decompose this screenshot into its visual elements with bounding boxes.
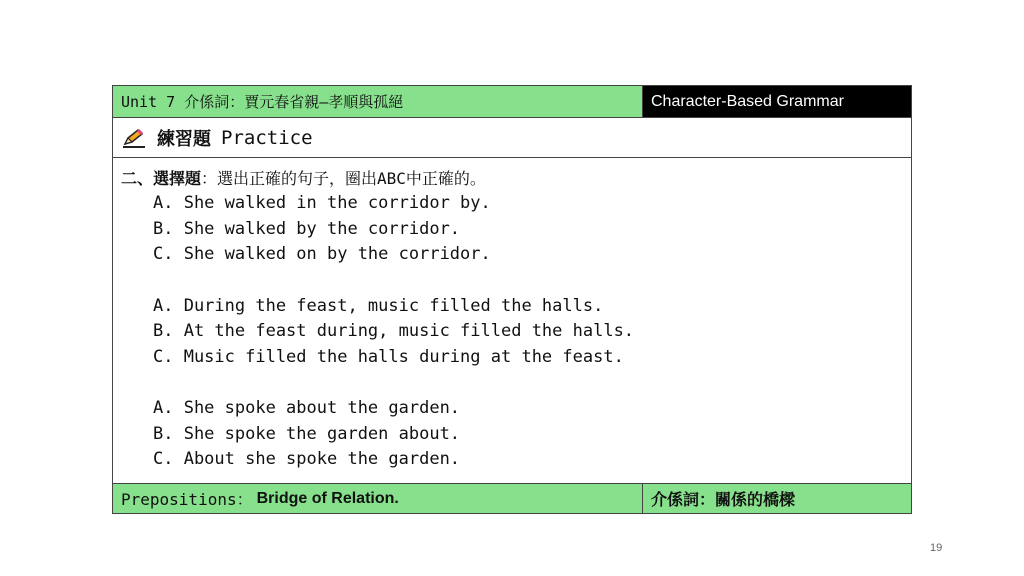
instruction-heading: 二、選擇題	[121, 169, 202, 188]
practice-label-zh: 練習題	[157, 128, 211, 150]
unit-title: Unit 7 介係詞：賈元春省親—孝順與孤絕	[113, 86, 643, 117]
option-2a[interactable]: A. During the feast, music filled the halls.	[153, 295, 604, 316]
option-1b[interactable]: B. She walked by the corridor.	[153, 218, 461, 239]
question-3	[121, 396, 903, 473]
question-2	[121, 294, 903, 371]
exercise-body	[113, 158, 911, 484]
practice-row	[113, 118, 911, 158]
header-row	[113, 86, 911, 118]
option-3c[interactable]: C. About she spoke the garden.	[153, 449, 461, 469]
option-1c[interactable]: C. She walked on by the corridor.	[153, 244, 491, 264]
option-3a[interactable]: A. She spoke about the garden.	[153, 398, 461, 418]
footer-left	[113, 484, 643, 513]
footer-right: 介係詞：關係的橋樑	[643, 484, 911, 513]
footer-row	[113, 484, 911, 513]
instruction-text: ：選出正確的句子，圈出ABC中正確的。	[201, 169, 486, 188]
practice-label-en: Practice	[221, 126, 313, 149]
option-2c[interactable]: C. Music filled the halls during at the feast.	[153, 346, 624, 367]
option-3b[interactable]: B. She spoke the garden about.	[153, 423, 461, 444]
page-number: 19	[930, 542, 943, 554]
worksheet-table	[112, 85, 912, 514]
option-1a[interactable]: A. She walked in the corridor by.	[153, 193, 491, 213]
footer-prepositions: Prepositions：	[121, 490, 253, 509]
option-2b[interactable]: B. At the feast during, music filled the halls.	[153, 321, 635, 341]
pencil-icon	[121, 127, 147, 149]
character-based-grammar-badge: Character-Based Grammar	[643, 86, 911, 117]
footer-bridge: Bridge of Relation.	[256, 489, 399, 507]
instruction	[121, 166, 903, 191]
question-1	[121, 191, 903, 268]
